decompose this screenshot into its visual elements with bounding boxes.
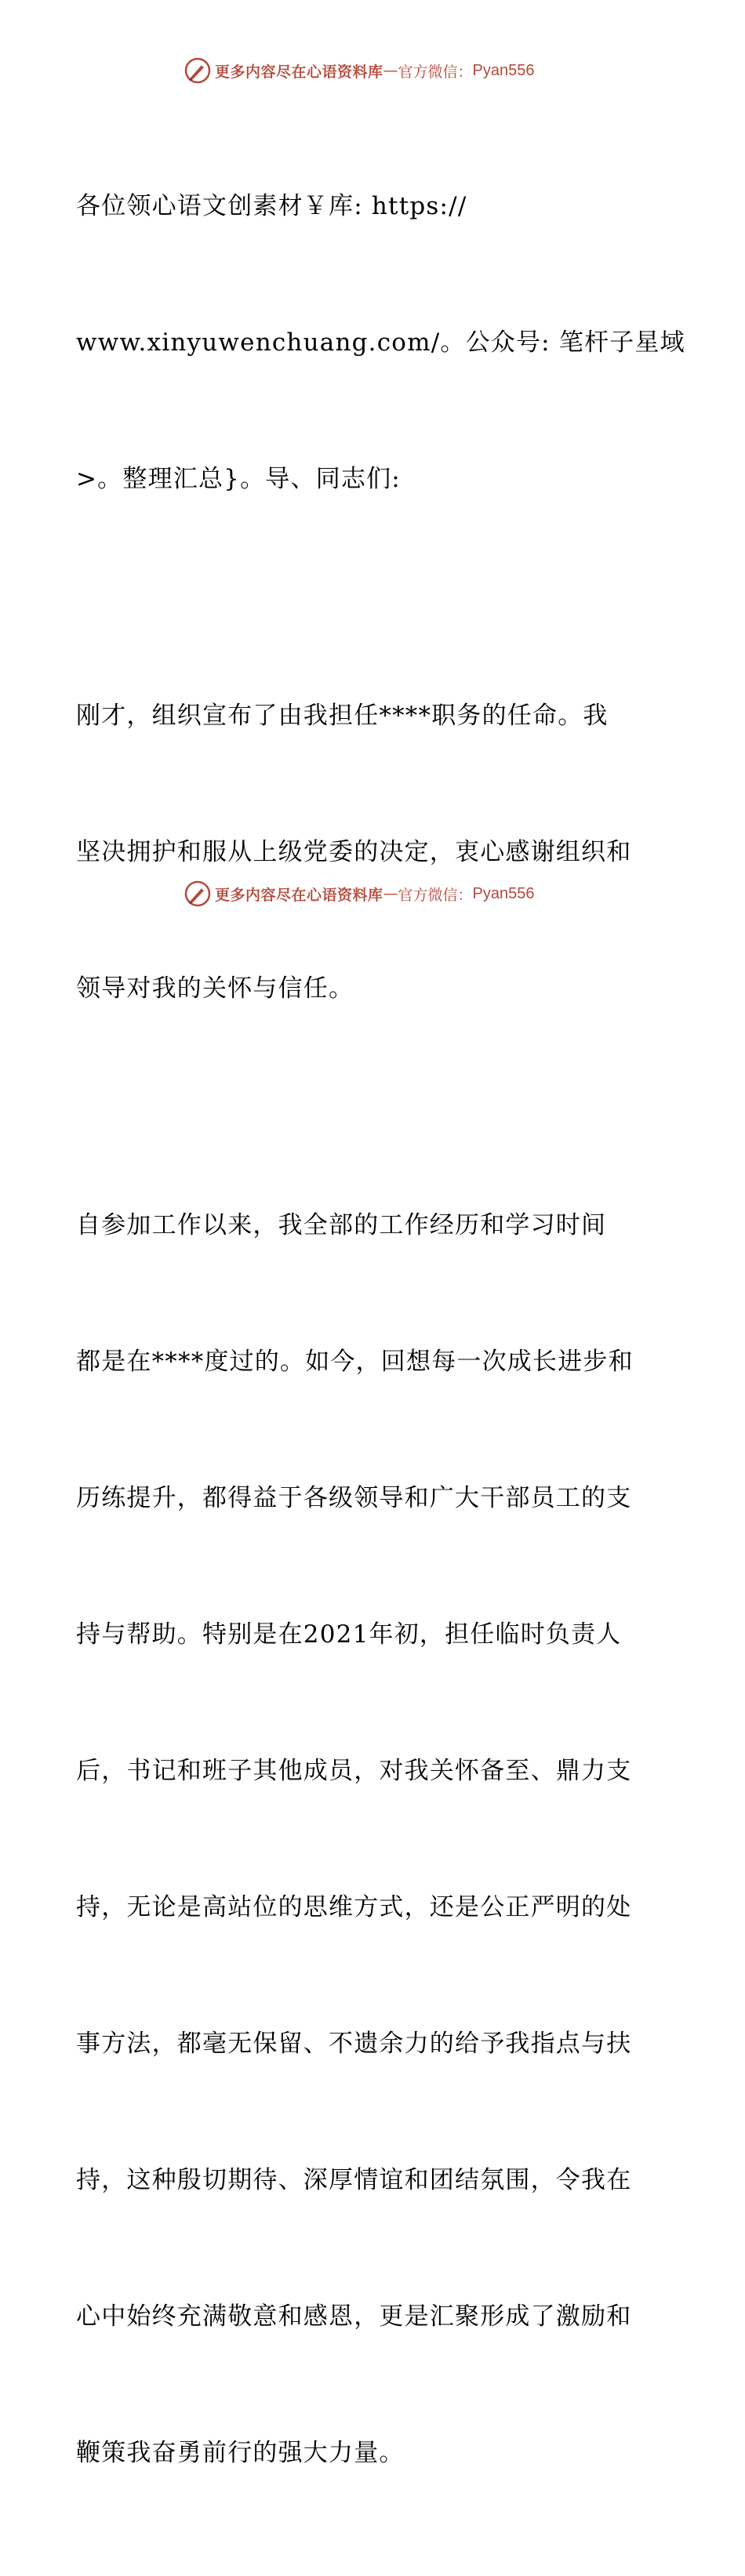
banner-text: 更多内容尽在心语资料库 (215, 886, 383, 904)
text-line: 心中始终充满敬意和感恩，更是汇聚形成了激励和 (76, 2302, 632, 2331)
header-watermark-banner (184, 56, 535, 85)
text-line: 自参加工作以来，我全部的工作经历和学习时间 (76, 1211, 607, 1239)
text-line: 后，书记和班子其他成员，对我关怀备至、鼎力支 (76, 1757, 632, 1785)
text-line: 刚才，组织宣布了由我担任****职务的任命。我 (76, 702, 609, 730)
banner-text: 更多内容尽在心语资料库 (215, 63, 383, 81)
banner-wechat-label: 官方微信： (398, 886, 473, 904)
text-line: 各位领心语文创素材￥库: https:// (76, 192, 467, 220)
pen-logo-icon (184, 880, 212, 908)
document-body (76, 93, 685, 2576)
text-line: 持，无论是高站位的思维方式，还是公正严明的处 (76, 1893, 632, 1921)
text-line: www.xinyuwenchuang.com/。公众号: 笔杆子星域 (76, 328, 685, 357)
text-line: 坚决拥护和服从上级党委的决定，衷心感谢组织和 (76, 838, 632, 866)
text-line: 历练提升，都得益于各级领导和广大干部员工的支 (76, 1484, 632, 1512)
text-line: 领导对我的关怀与信任。 (76, 974, 354, 1003)
banner-wechat-label: 官方微信： (398, 63, 473, 81)
pen-logo-icon (184, 56, 212, 85)
banner-separator: — (383, 62, 398, 79)
footer-watermark-banner (184, 880, 535, 908)
paragraph-experience (76, 1112, 672, 2567)
banner-wechat-id: Pyan556 (472, 61, 535, 79)
banner-separator: — (383, 885, 398, 902)
paragraph-appointment (76, 602, 672, 1102)
text-line: 都是在****度过的。如今，回想每一次成长进步和 (76, 1348, 634, 1376)
text-line: 事方法，都毫无保留、不遗余力的给予我指点与扶 (76, 2030, 632, 2058)
text-line: >。整理汇总}。导、同志们: (76, 465, 401, 493)
text-line: 鞭策我奋勇前行的强大力量。 (76, 2439, 405, 2467)
banner-wechat-id: Pyan556 (472, 884, 535, 902)
text-line: 持，这种殷切期待、深厚情谊和团结氛围，令我在 (76, 2166, 632, 2194)
text-line: 持与帮助。特别是在2021年初，担任临时负责人 (76, 1620, 622, 1649)
paragraph-greeting (76, 93, 685, 593)
